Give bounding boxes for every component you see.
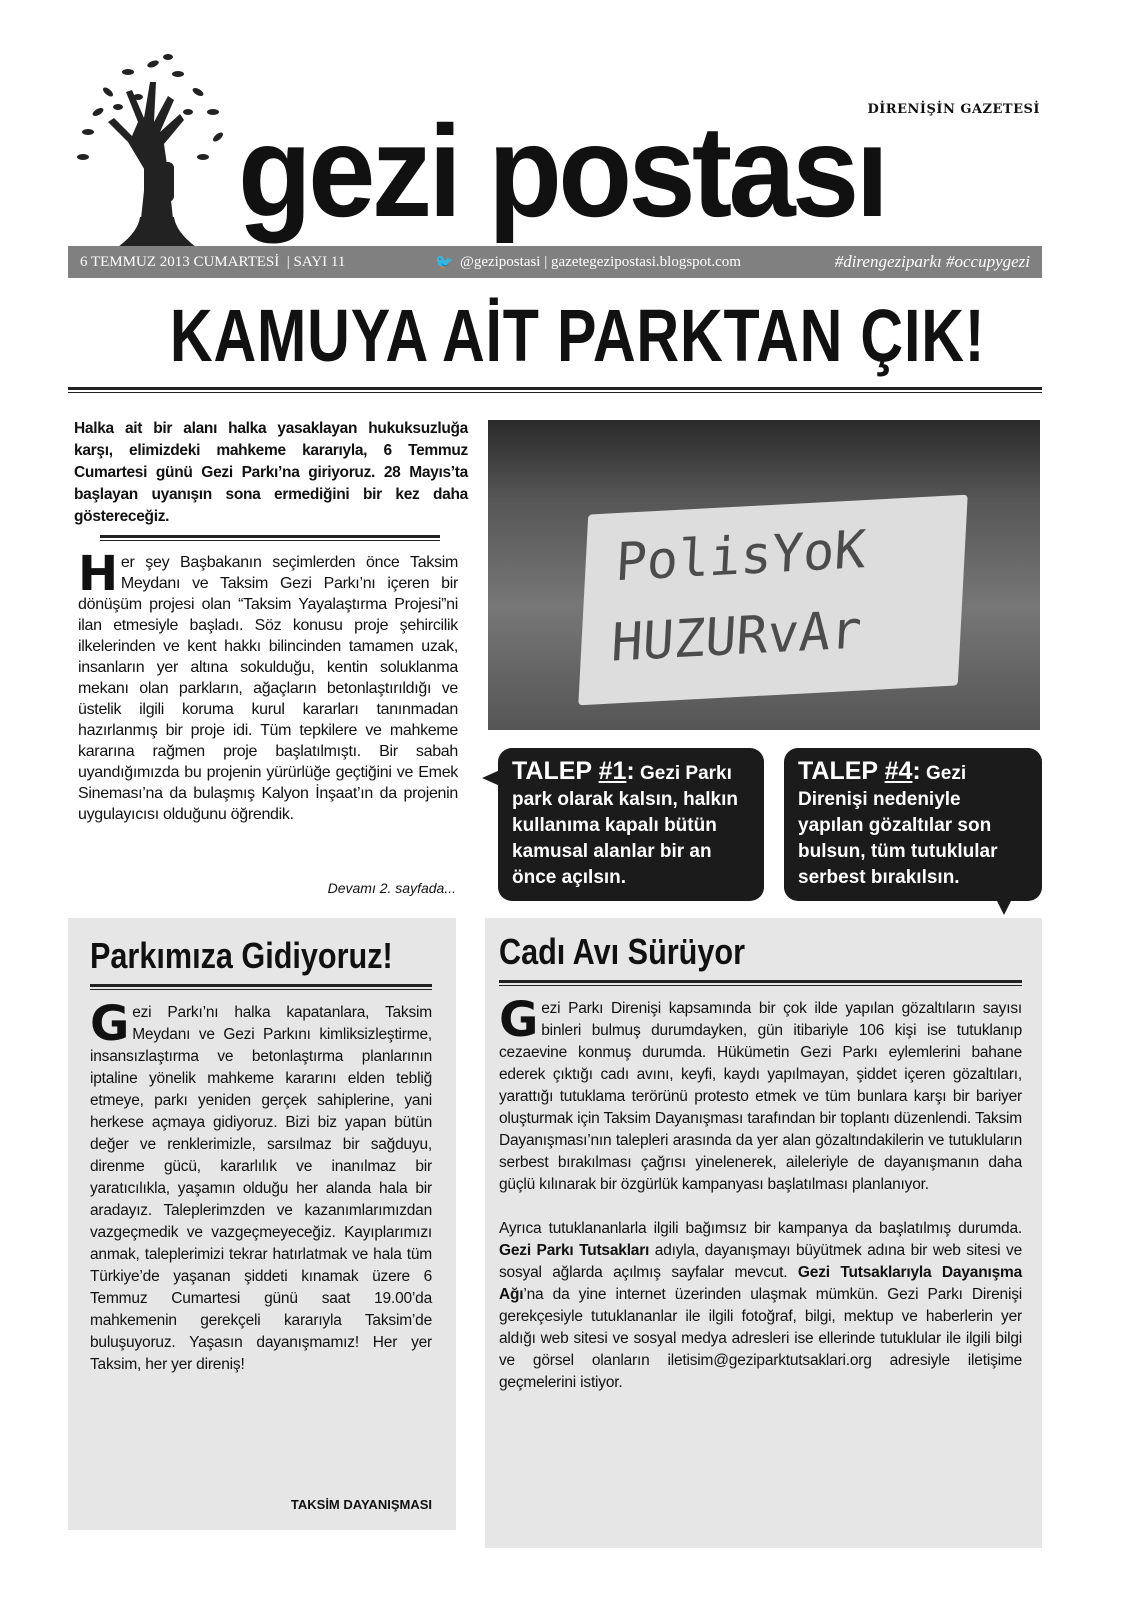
continued-note: Devamı 2. sayfada...: [327, 880, 456, 896]
drop-cap: H: [78, 546, 118, 602]
box-title: Parkımıza Gidiyoruz!: [90, 935, 393, 976]
info-bar: [68, 246, 1042, 278]
tagline: DİRENİŞİN GAZETESİ: [867, 102, 1040, 117]
protest-banner: PolisYoK HUZURvAr: [578, 495, 967, 706]
issue-number: | SAYI 11: [286, 253, 346, 270]
main-headline: KAMUYA AİT PARKTAN ÇIK!: [169, 294, 986, 377]
social-links[interactable]: @gezipostasi | gazetegezipostasi.blogspot.com: [460, 253, 741, 270]
divider: [100, 535, 440, 541]
divider: [499, 980, 1022, 986]
hashtags: #direngeziparkı #occupygezi: [834, 252, 1030, 271]
box-body-p1: Gezi Parkı Direnişi kapsamında bir çok ilde yapılan gözaltıların sayısı binleri bulmuş durumdayken, gün itibariyle 106 kişi ise tutuklanıp cezaevine konmuş durumda. Hükümetin Gezi Parkı eylemlerini bahane ederek çıktığı cadı avını, keyfi, kaydı yapılmayan, şiddet içeren gözaltıları, yarattığı tutuklama terörünü protesto etmek ve tüm bunlara karşı bir bariyer oluşturmak için Taksim Dayanışması tarafından bir toplantı düzenlendi. Taksim Dayanışması’nın talepleri arasında da yer alan gözaltındakilerin ve tutukluların serbest bırakılması çağrısı yinelenerek, aileleriyle de dayanışmanın daha güçlü kılınarak bir özgürlük kampanyası başlatılması planlanıyor.: [499, 992, 1022, 1193]
issue-date: 6 TEMMUZ 2013 CUMARTESİ: [80, 253, 280, 270]
lead-article: Her şey Başbakanın seçimlerden önce Taksim Meydanı ve Taksim Gezi Parkı’nı içeren bir dönüşüm projesi olan “Taksim Yayalaştırma Projesi”ni ilan etmesiyle başladı. Söz konusu proje şehircilik ilkelerinden ve kent hakkı bilincinden tamamen uzak, insanların yer altına sokulduğu, kentin soluklanma mekanı olan parkların, ağaçların betonlaştırıldığı ve üstelik ilgili koruma kurul kararları tanınmadan hazırlanmış bir proje idi. Tüm tepkilere ve mahkeme kararına rağmen proje başlatılmıştı. Bir sabah uyandığımızda bu projenin yürürlüğe geçtiğini ve Emek Sineması’na da bulaşmış Kalyon İnşaat’ın da projenin uygulayıcısı olduğunu öğrendik.: [78, 546, 458, 823]
intro-lead: Halka ait bir alanı halka yasaklayan hukuksuzluğa karşı, elimizdeki mahkeme kararıyla, 6 Temmuz Cumartesi günü Gezi Parkı’na giriyoruz. 28 Mayıs’ta başlayan uyanışın sona ermediğini bir kez daha göstereceğiz.: [74, 420, 468, 525]
divider: [90, 984, 432, 990]
box-title: Cadı Avı Sürüyor: [499, 931, 745, 972]
newspaper-title: gezi postası: [238, 98, 886, 244]
demand-bubble-1: TALEP #1: Gezi Parkı park olarak kalsın, halkın kullanıma kapalı bütün kamusal alanlar bir an önce açılsın.: [498, 748, 764, 901]
article-box-cadi-avi: [485, 918, 1042, 1548]
divider: [68, 387, 1042, 393]
signature: TAKSİM DAYANIŞMASI: [290, 1497, 432, 1512]
box-body-p2: Ayrıca tutuklananlarla ilgili bağımsız bir kampanya da başlatılmış durumda. Gezi Parkı Tutsakları adıyla, dayanışmayı büyütmek adına bir web sitesi ve sosyal ağlarda açılmış sayfalar mevcut. Gezi Tutsaklarıyla Dayanışma Ağı’na da yine internet üzerinden ulaşmak mümkün. Gezi Parkı Direnişi gerekçesiyle tutuklananlar ile ilgili fotoğraf, bilgi, mektup ve haberlerin yer aldığı web sitesi ve sosyal medya adresleri ise ellerinde tutuklular ile ilgili bilgi ve görsel olanların iletisim@geziparktutsaklari.org adresiyle iletişime geçmelerini istiyor.: [499, 1220, 1022, 1391]
demand-bubble-4: TALEP #4: Gezi Direnişi nedeniyle yapılan gözaltılar son bulsun, tüm tutuklular serbest bırakılsın.: [784, 748, 1042, 901]
article-box-parkimiza: [68, 918, 456, 1530]
tree-fist-logo: [68, 52, 238, 247]
twitter-bird-icon: 🐦: [435, 254, 455, 271]
protest-photo: [488, 420, 1040, 730]
box-body: Gezi Parkı’nı halka kapatanlara, Taksim Meydanı ve Gezi Parkını kimliksizleştirme, insansızlaştırma ve betonlaştırma planlarının iptaline yönelik mahkeme kararını elden tebliğ etmeye, parkı yeniden gerçek sahiplerine, yani herkese açmaya gidiyoruz. Bizi biz yapan bütün değer ve renklerimizle, sarsılmaz bir sağduyu, direnme gücü, kararlılık ve inanılmaz bir yaratıcılıkla, yaşamın olduğu her alanda hala bir aradayız. Taleplerimzden ve kazanımlarımızdan vazgeçmedik ve vazgeçmeyeceğiz. Kayıplarımızı anmak, taleplerimizi tekrar hatırlatmak ve hala tüm Türkiye’de yaşanan şiddeti kınamak üzere 6 Temmuz Cumartesi günü saat 19.00’da mahkemenin gerekçeli kararıyla Taksim’de buluşuyoruz. Yaşasın dayanışmamız! Her yer Taksim, her yer direniş!: [90, 996, 432, 1373]
